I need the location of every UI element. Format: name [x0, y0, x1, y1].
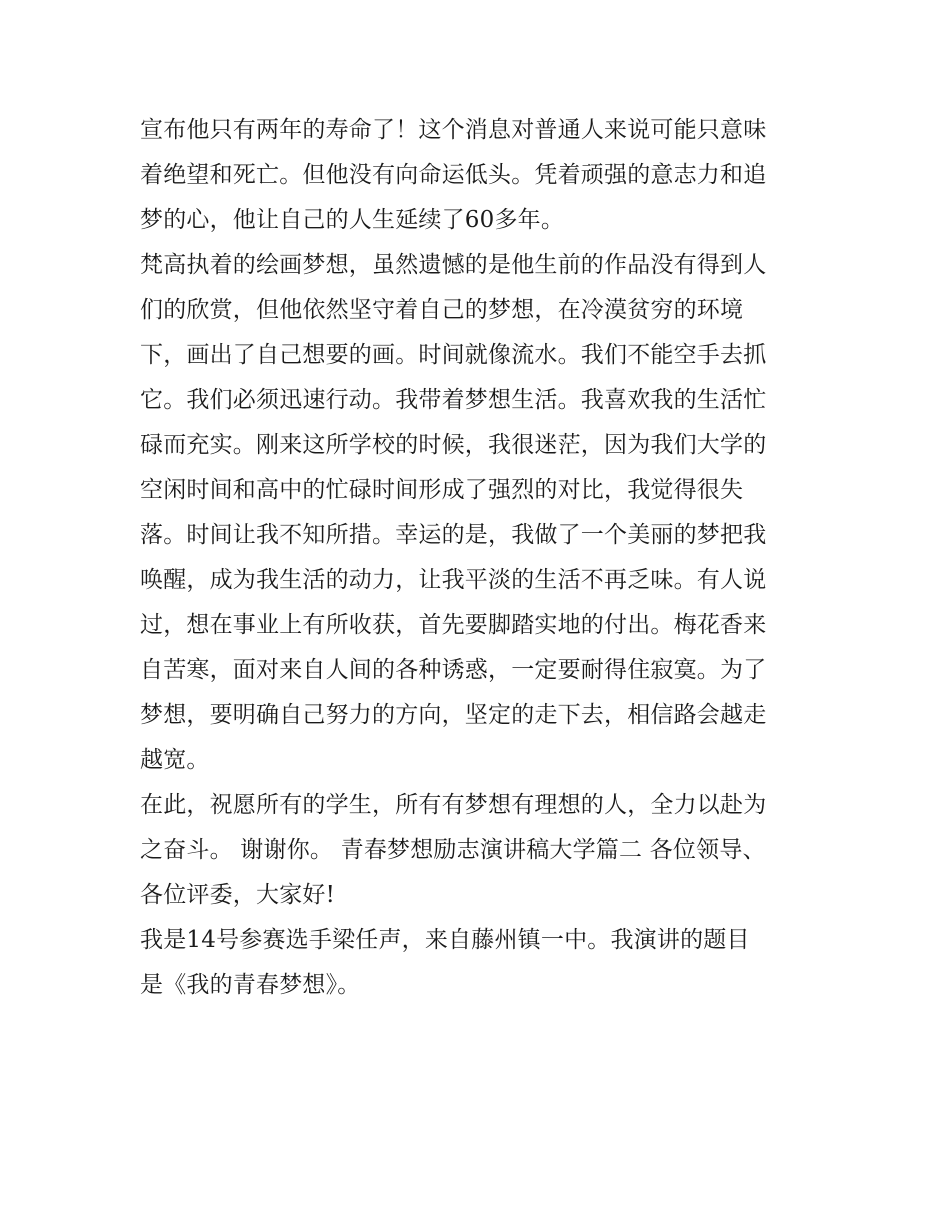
text-line: 下，画出了自己想要的画。时间就像流水。我们不能空手去抓	[140, 342, 767, 368]
text-line: 碌而充实。刚来这所学校的时候，我很迷茫，因为我们大学的	[140, 432, 767, 458]
text-line: 梵高执着的绘画梦想，虽然遗憾的是他生前的作品没有得到人	[140, 252, 767, 278]
text-line: 在此，祝愿所有的学生，所有有梦想有理想的人，全力以赴为	[140, 792, 767, 818]
text-line: 过，想在事业上有所收获，首先要脚踏实地的付出。梅花香来	[140, 612, 767, 638]
text-line: 越宽。	[140, 747, 210, 773]
text-line: 着绝望和死亡。但他没有向命运低头。凭着顽强的意志力和追	[140, 162, 767, 188]
text-line: 自苦寒，面对来自人间的各种诱惑，一定要耐得住寂寞。为了	[140, 657, 767, 683]
text-line: 是《我的青春梦想》。	[140, 972, 361, 998]
document-body	[140, 108, 820, 1008]
text-line: 各位评委，大家好!	[140, 882, 336, 908]
text-line: 它。我们必须迅速行动。我带着梦想生活。我喜欢我的生活忙	[140, 387, 767, 413]
text-line: 之奋斗。 谢谢你。 青春梦想励志演讲稿大学篇二 各位领导、	[140, 837, 766, 863]
text-line: 们的欣赏，但他依然坚守着自己的梦想，在冷漠贫穷的环境	[140, 297, 744, 323]
text-line: 梦想，要明确自己努力的方向，坚定的走下去，相信路会越走	[140, 702, 767, 728]
text-line: 唤醒，成为我生活的动力，让我平淡的生活不再乏味。有人说	[140, 567, 767, 593]
text-line: 空闲时间和高中的忙碌时间形成了强烈的对比，我觉得很失	[140, 477, 744, 503]
text-line: 宣布他只有两年的寿命了！这个消息对普通人来说可能只意味	[140, 117, 767, 143]
text-line: 落。时间让我不知所措。幸运的是，我做了一个美丽的梦把我	[140, 522, 767, 548]
text-line: 梦的心，他让自己的人生延续了60多年。	[140, 207, 565, 233]
text-line: 我是14号参赛选手梁任声，来自藤州镇一中。我演讲的题目	[140, 927, 750, 953]
